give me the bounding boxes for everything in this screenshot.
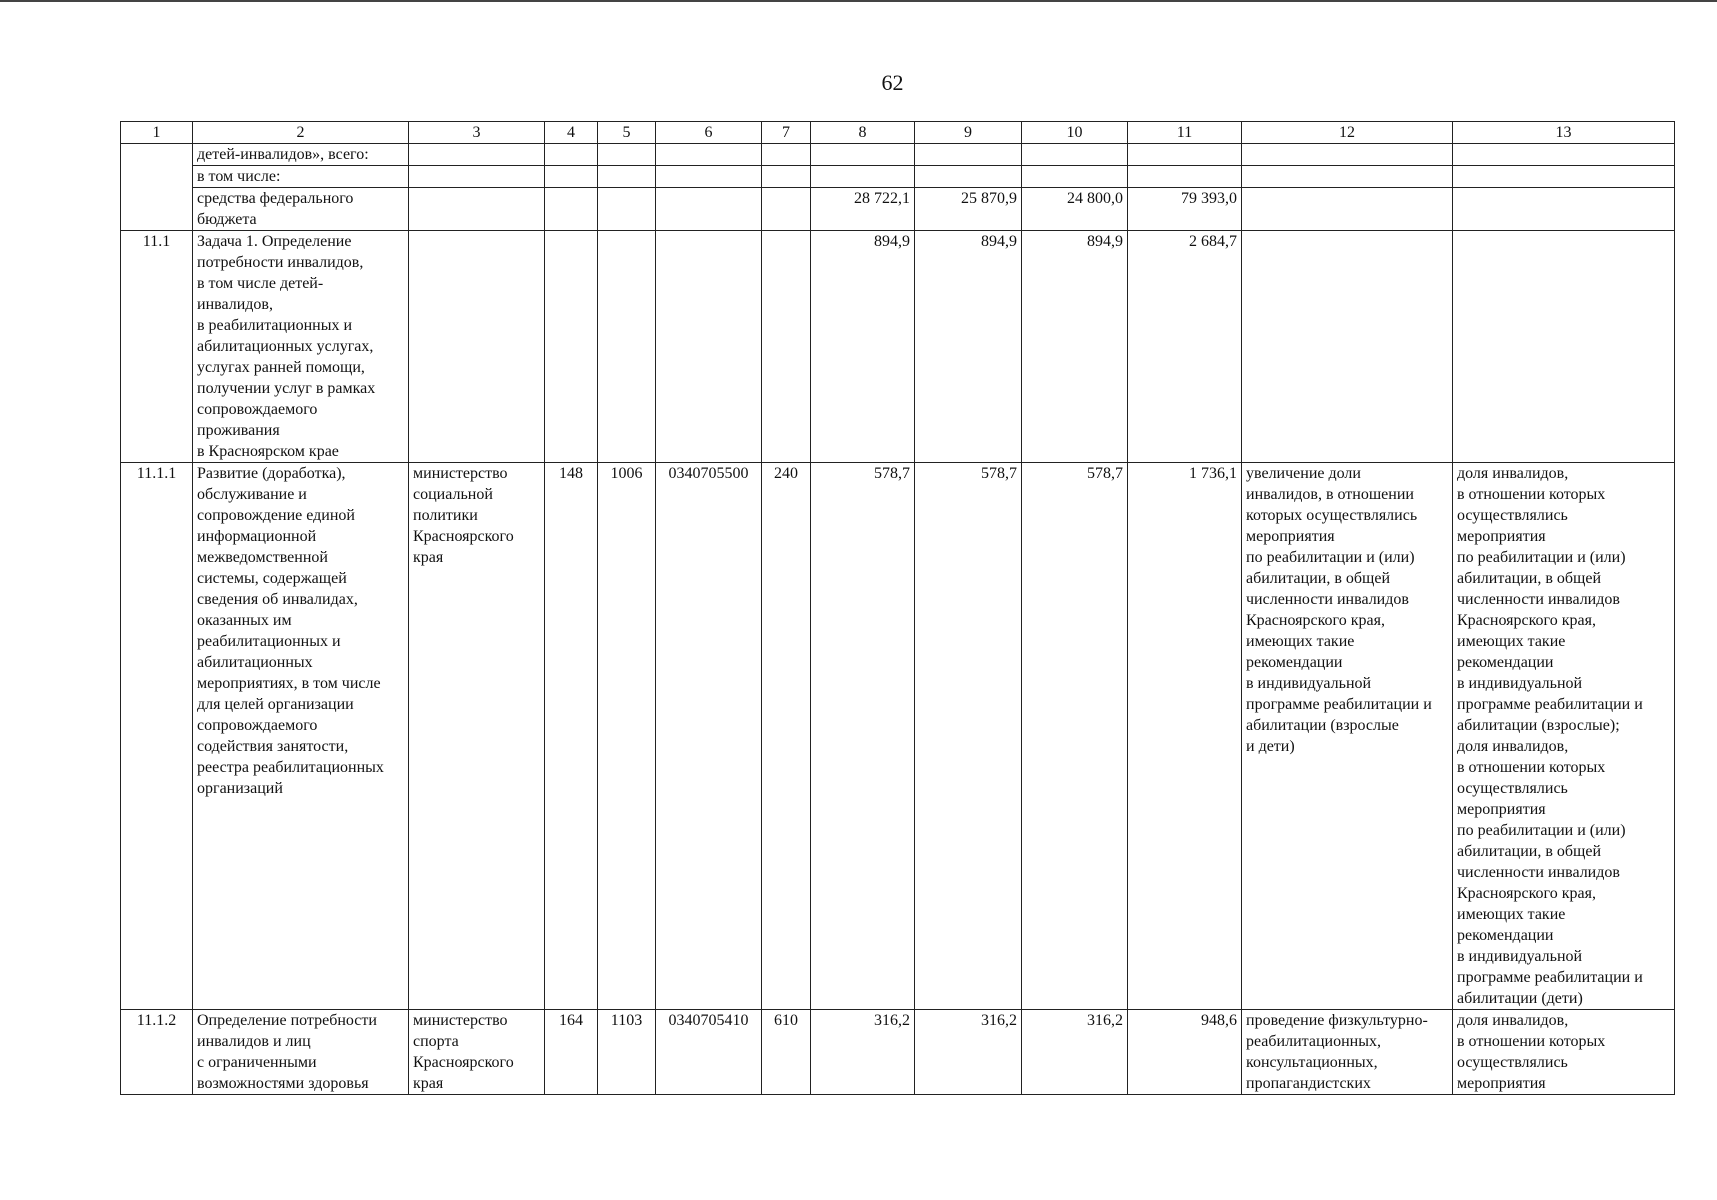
table-row	[121, 463, 1675, 1010]
col-number: 13	[1453, 122, 1675, 144]
rzpr-cell: 1103	[598, 1010, 656, 1095]
expected-result: увеличение доли инвалидов, в отношении которых осуществлялись мероприятия по реабилитации и (или) абилитации, в общей численности инвалидов Красноярского края, имеющих такие рекомендации в индивидуальной программе реабилитации и абилитации (взрослые и дети)	[1242, 463, 1453, 1010]
col-number: 4	[545, 122, 598, 144]
table-row	[121, 188, 1675, 231]
amount-cell: 316,2	[915, 1010, 1022, 1095]
col-number: 1	[121, 122, 193, 144]
vr-cell: 610	[762, 1010, 811, 1095]
amount-cell: 1 736,1	[1128, 463, 1242, 1010]
amount-cell: 28 722,1	[811, 188, 915, 231]
amount-cell: 316,2	[811, 1010, 915, 1095]
col-number: 10	[1022, 122, 1128, 144]
page-number: 62	[881, 70, 904, 95]
table-row	[121, 166, 1675, 188]
row-number: 11.1.2	[121, 1010, 193, 1095]
col-number: 2	[193, 122, 409, 144]
top-rule	[0, 0, 1717, 2]
csr-cell: 0340705410	[656, 1010, 762, 1095]
grbs-cell: 164	[545, 1010, 598, 1095]
amount-cell: 578,7	[915, 463, 1022, 1010]
expected-result: проведение физкультурно- реабилитационных, консультационных, пропагандистских	[1242, 1010, 1453, 1095]
table-row	[121, 231, 1675, 463]
program-activities-table	[120, 121, 1675, 1095]
empty-num-cell	[121, 144, 193, 231]
activity-description: Развитие (доработка), обслуживание и сопровождение единой информационной межведомственной системы, содержащей сведения об инвалидах, оказанных им реабилитационных и абилитационных мероприятиях, в том числе для целей организации сопровождаемого содействия занятости, реестра реабилитационных организаций	[193, 463, 409, 1010]
amount-cell: 316,2	[1022, 1010, 1128, 1095]
amount-cell: 894,9	[1022, 231, 1128, 463]
row-number: 11.1	[121, 231, 193, 463]
amount-cell: 25 870,9	[915, 188, 1022, 231]
table-row	[121, 1010, 1675, 1095]
col-number: 8	[811, 122, 915, 144]
col-number: 9	[915, 122, 1022, 144]
table-row	[121, 144, 1675, 166]
row-number: 11.1.1	[121, 463, 193, 1010]
amount-cell: 79 393,0	[1128, 188, 1242, 231]
amount-cell: 578,7	[811, 463, 915, 1010]
col-number: 7	[762, 122, 811, 144]
activity-description: Определение потребности инвалидов и лиц с ограниченными возможностями здоровья	[193, 1010, 409, 1095]
csr-cell: 0340705500	[656, 463, 762, 1010]
col-number: 5	[598, 122, 656, 144]
amount-cell: 894,9	[811, 231, 915, 463]
col-number: 12	[1242, 122, 1453, 144]
task-description: Задача 1. Определение потребности инвалидов, в том числе детей- инвалидов, в реабилитационных и абилитационных услугах, услугах ранней помощи, получении услуг в рамках сопровождаемого проживания в Красноярском крае	[193, 231, 409, 463]
amount-cell: 948,6	[1128, 1010, 1242, 1095]
col-number: 3	[409, 122, 545, 144]
executor-cell: министерство спорта Красноярского края	[409, 1010, 545, 1095]
grbs-cell: 148	[545, 463, 598, 1010]
col-number: 6	[656, 122, 762, 144]
amount-cell: 2 684,7	[1128, 231, 1242, 463]
col-number: 11	[1128, 122, 1242, 144]
vr-cell: 240	[762, 463, 811, 1010]
target-indicator: доля инвалидов, в отношении которых осуществлялись мероприятия по реабилитации и (или) абилитации, в общей численности инвалидов Красноярского края, имеющих такие рекомендации в индивидуальной программе реабилитации и абилитации (взрослые); доля инвалидов, в отношении которых осуществлялись мероприятия по реабилитации и (или) абилитации, в общей численности инвалидов Красноярского края, имеющих такие рекомендации в индивидуальной программе реабилитации и абилитации (дети)	[1453, 463, 1675, 1010]
rzpr-cell: 1006	[598, 463, 656, 1010]
amount-cell: 894,9	[915, 231, 1022, 463]
column-number-row	[121, 122, 1675, 144]
executor-cell: министерство социальной политики Красноярского края	[409, 463, 545, 1010]
target-indicator: доля инвалидов, в отношении которых осуществлялись мероприятия	[1453, 1010, 1675, 1095]
amount-cell: 24 800,0	[1022, 188, 1128, 231]
amount-cell: 578,7	[1022, 463, 1128, 1010]
block-title-tail: детей-инвалидов», всего:	[193, 144, 409, 166]
federal-budget-label: средства федерального бюджета	[193, 188, 409, 231]
including-label: в том числе:	[193, 166, 409, 188]
